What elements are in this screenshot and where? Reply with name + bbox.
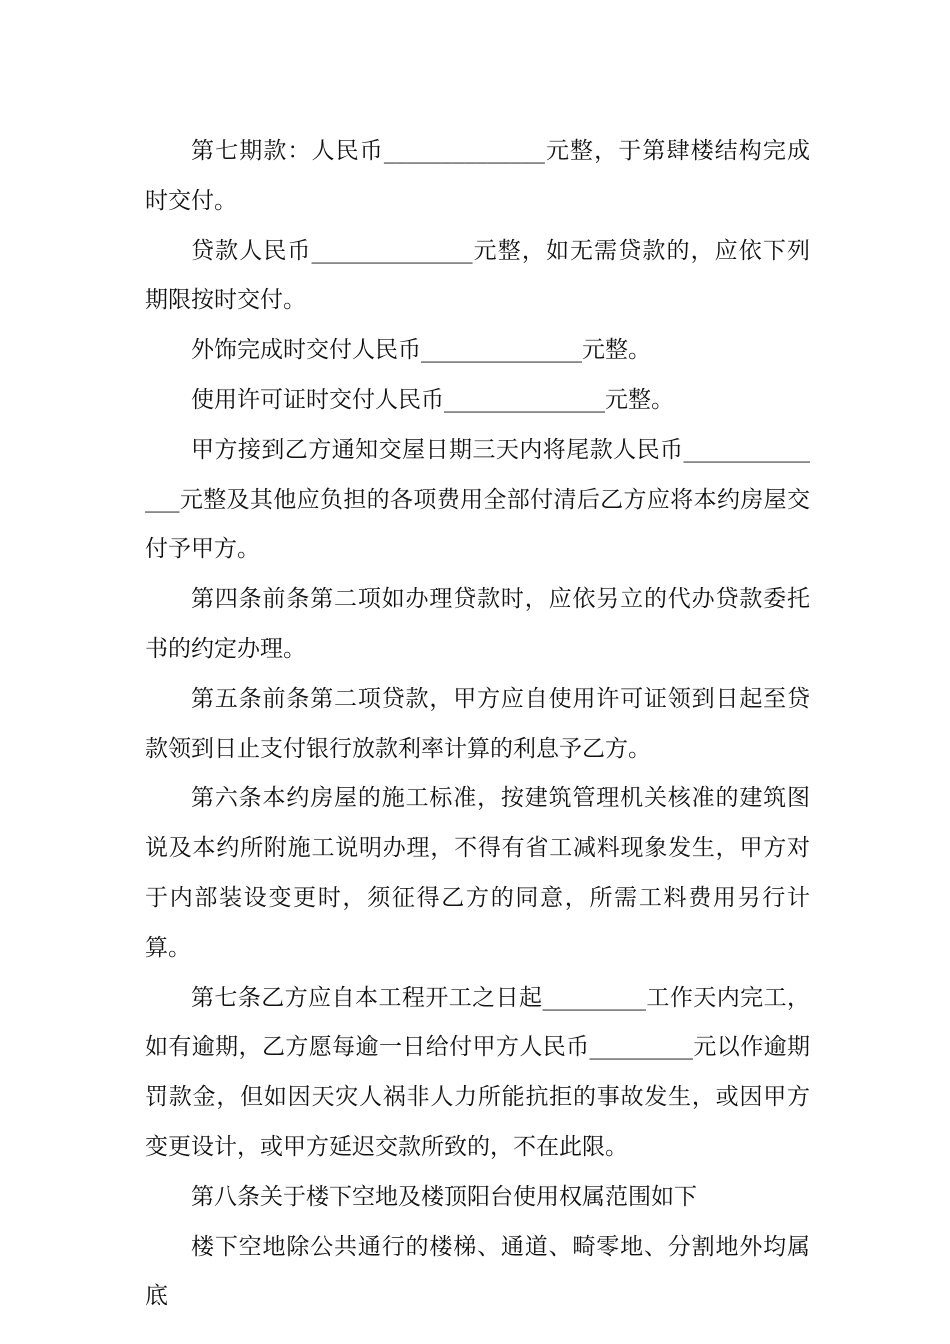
- paragraph-ground-floor-space: 楼下空地除公共通行的楼梯、通道、畸零地、分割地外均属底: [145, 1233, 810, 1310]
- paragraph-use-permit-payment: 使用许可证时交付人民币______________元整。: [191, 386, 674, 413]
- paragraph-article-4: 第四条前条第二项如办理贷款时，应依另立的代办贷款委托书的约定办理。: [145, 586, 810, 662]
- paragraph-loan-amount: 贷款人民币______________元整，如无需贷款的，应依下列期限按时交付。: [145, 237, 810, 314]
- paragraph-exterior-completion-payment: 外饰完成时交付人民币______________元整。: [191, 337, 651, 364]
- document-body: [145, 127, 810, 1322]
- paragraph-article-5: 第五条前条第二项贷款，甲方应自使用许可证领到日起至贷款领到日止支付银行放款利率计算的利息予乙方。: [145, 685, 810, 762]
- paragraph-article-7: 第七条乙方应自本工程开工之日起_________工作天内完工，如有逾期，乙方愿每逾一日给付甲方人民币_________元以作逾期罚款金，但如因天灾人祸非人力所能抗拒的事故发生，或因甲方变更设计，或甲方延迟交款所致的，不在此限。: [145, 984, 810, 1160]
- paragraph-article-8: 第八条关于楼下空地及楼顶阳台使用权属范围如下: [191, 1183, 697, 1210]
- paragraph-seventh-payment: 第七期款：人民币______________元整，于第肆楼结构完成时交付。: [145, 138, 810, 214]
- paragraph-article-6: 第六条本约房屋的施工标准，按建筑管理机关核准的建筑图说及本约所附施工说明办理，不得有省工减料现象发生，甲方对于内部装设变更时，须征得乙方的同意，所需工料费用另行计算。: [145, 785, 810, 961]
- paragraph-final-payment: 甲方接到乙方通知交屋日期三天内将尾款人民币______________元整及其他应负担的各项费用全部付清后乙方应将本约房屋交付予甲方。: [145, 436, 810, 563]
